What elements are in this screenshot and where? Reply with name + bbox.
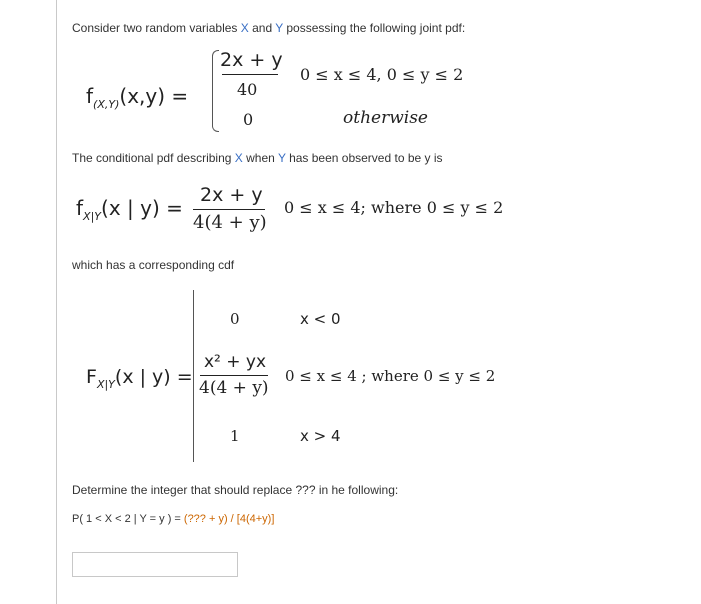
intro-text: Consider two random variables X and Y possessing the following joint pdf: [72,21,466,35]
cond-numerator: 2x + y [200,184,263,206]
joint-otherwise: otherwise [343,108,428,128]
cdf-case2-fraction-line [200,375,268,376]
joint-numerator: 2x + y [220,49,283,71]
cdf-case3-value: 1 [230,427,240,445]
content-left-border [56,0,57,604]
cond-lhs: $f_{X|Y}(x$ | y) = [76,196,183,223]
cond-fraction-line [193,209,265,210]
cond-range: 0 ≤ x ≤ 4; where 0 ≤ y ≤ 2 [284,198,504,217]
conditional-text: The conditional pdf describing X when Y has been observed to be y is [72,151,443,165]
probability-expression: P( 1 < X < 2 | Y = y ) = (??? + y) / [4(4+y)] [72,513,275,525]
joint-zero: 0 [243,110,254,129]
joint-denominator: 40 [237,80,258,99]
joint-range: 0 ≤ x ≤ 4, 0 ≤ y ≤ 2 [300,65,464,84]
cdf-brace [193,290,200,462]
cdf-lhs: $F_{X|Y}(x$ | y) = [86,366,193,391]
question-text: Determine the integer that should replace ??? in he following: [72,483,399,497]
cdf-case2-numerator: x² + yx [204,352,267,372]
cdf-case3-condition: x > 4 [300,427,341,445]
cdf-case2-denominator: 4(4 + y) [199,378,269,398]
cdf-case2-condition: 0 ≤ x ≤ 4 ; where 0 ≤ y ≤ 2 [285,367,496,385]
cdf-text: which has a corresponding cdf [72,258,235,272]
joint-lhs: $f_{(X,Y)}(x,y)$ = [86,84,189,111]
cdf-case1-value: 0 [230,310,240,328]
joint-brace [212,50,219,132]
cdf-case1-condition: x < 0 [300,310,341,328]
answer-input[interactable] [72,552,238,577]
joint-fraction-line [222,74,278,75]
cond-denominator: 4(4 + y) [193,212,267,233]
